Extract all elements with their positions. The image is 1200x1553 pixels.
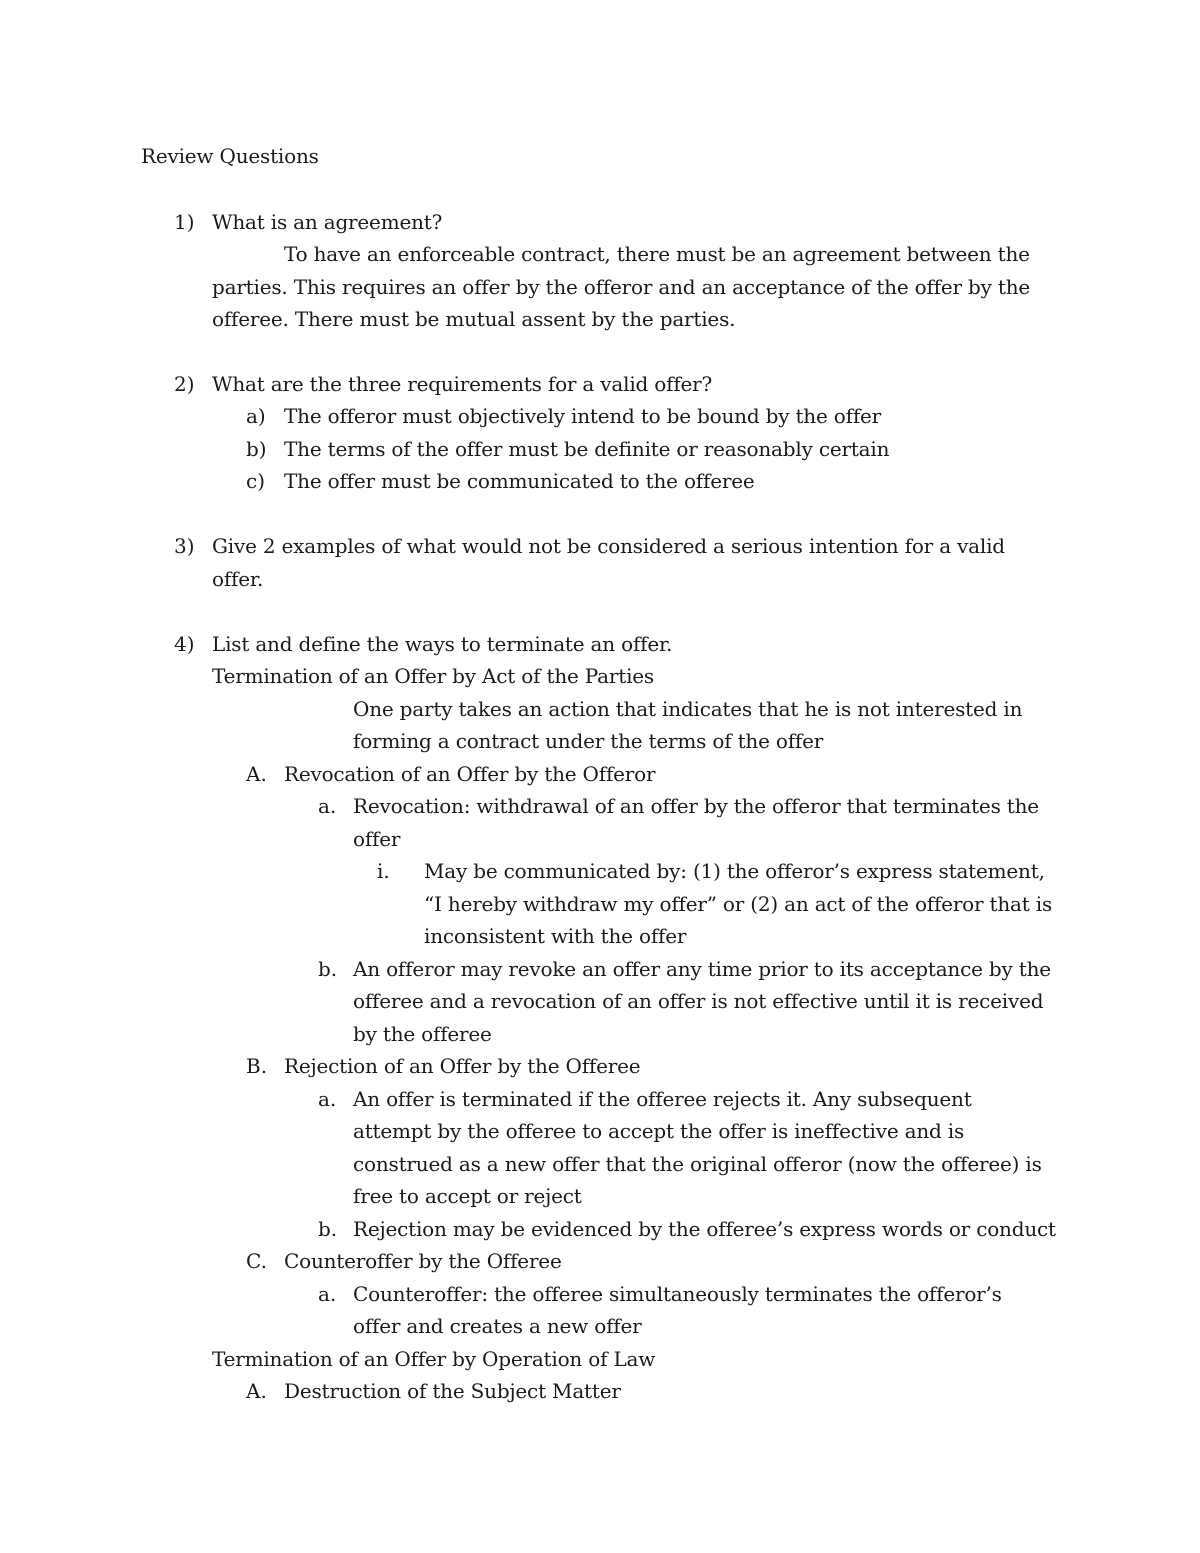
outline-text: An offer is terminated if the offeree rejects it. Any subsequent — [353, 1087, 972, 1111]
question-text: What are the three requirements for a valid offer? — [212, 372, 713, 396]
outline-marker: B. — [246, 1054, 268, 1078]
outline-marker: C. — [246, 1249, 267, 1273]
outline-text: attempt by the offeree to accept the offer is ineffective and is — [353, 1119, 965, 1143]
outline-text: An offeror may revoke an offer any time prior to its acceptance by the — [353, 957, 1051, 981]
list-marker: b) — [246, 437, 267, 461]
outline-text: Rejection may be evidenced by the offeree’s express words or conduct — [353, 1217, 1056, 1241]
outline-text: offeree and a revocation of an offer is not effective until it is received — [353, 989, 1044, 1013]
question-text: List and define the ways to terminate an offer. — [212, 632, 673, 656]
section-description: forming a contract under the terms of the offer — [353, 729, 824, 753]
question-marker: 2) — [174, 372, 195, 396]
outline-title: Rejection of an Offer by the Offeree — [284, 1054, 641, 1078]
answer-line: parties. This requires an offer by the offeror and an acceptance of the offer by the — [212, 275, 1031, 299]
outline-text: offer and creates a new offer — [353, 1314, 642, 1338]
list-marker: c) — [246, 469, 266, 493]
outline-text: construed as a new offer that the original offeror (now the offeree) is — [353, 1152, 1042, 1176]
question-text: offer. — [212, 567, 264, 591]
outline-title: Revocation of an Offer by the Offeror — [284, 762, 656, 786]
outline-marker: a. — [318, 1282, 337, 1306]
outline-marker: a. — [318, 794, 337, 818]
outline-title: Counteroffer by the Offeree — [284, 1249, 562, 1273]
section-description: One party takes an action that indicates that he is not interested in — [353, 697, 1023, 721]
list-item: The terms of the offer must be definite or reasonably certain — [284, 437, 890, 461]
question-marker: 3) — [174, 534, 195, 558]
list-marker: a) — [246, 404, 266, 428]
question-text: What is an agreement? — [212, 210, 443, 234]
outline-marker: i. — [377, 859, 390, 883]
list-item: The offeror must objectively intend to be bound by the offer — [284, 404, 882, 428]
outline-marker: a. — [318, 1087, 337, 1111]
outline-marker: b. — [318, 1217, 338, 1241]
document-title: Review Questions — [141, 144, 319, 168]
section-heading: Termination of an Offer by Act of the Parties — [212, 664, 654, 688]
answer-line: offeree. There must be mutual assent by the parties. — [212, 307, 736, 331]
outline-text: offer — [353, 827, 401, 851]
outline-text: Counteroffer: the offeree simultaneously terminates the offeror’s — [353, 1282, 1002, 1306]
outline-text: Revocation: withdrawal of an offer by the offeror that terminates the — [353, 794, 1039, 818]
outline-marker: A. — [246, 1379, 267, 1403]
question-marker: 1) — [174, 210, 195, 234]
outline-text: “I hereby withdraw my offer” or (2) an act of the offeror that is — [424, 892, 1053, 916]
outline-text: May be communicated by: (1) the offeror’s express statement, — [424, 859, 1045, 883]
question-text: Give 2 examples of what would not be considered a serious intention for a valid — [212, 534, 1005, 558]
outline-title: Destruction of the Subject Matter — [284, 1379, 621, 1403]
outline-marker: A. — [246, 762, 267, 786]
outline-text: free to accept or reject — [353, 1184, 582, 1208]
outline-text: by the offeree — [353, 1022, 492, 1046]
answer-line: To have an enforceable contract, there must be an agreement between the — [284, 242, 1030, 266]
section-heading: Termination of an Offer by Operation of Law — [212, 1347, 656, 1371]
outline-text: inconsistent with the offer — [424, 924, 687, 948]
outline-marker: b. — [318, 957, 338, 981]
question-marker: 4) — [174, 632, 195, 656]
list-item: The offer must be communicated to the offeree — [284, 469, 755, 493]
